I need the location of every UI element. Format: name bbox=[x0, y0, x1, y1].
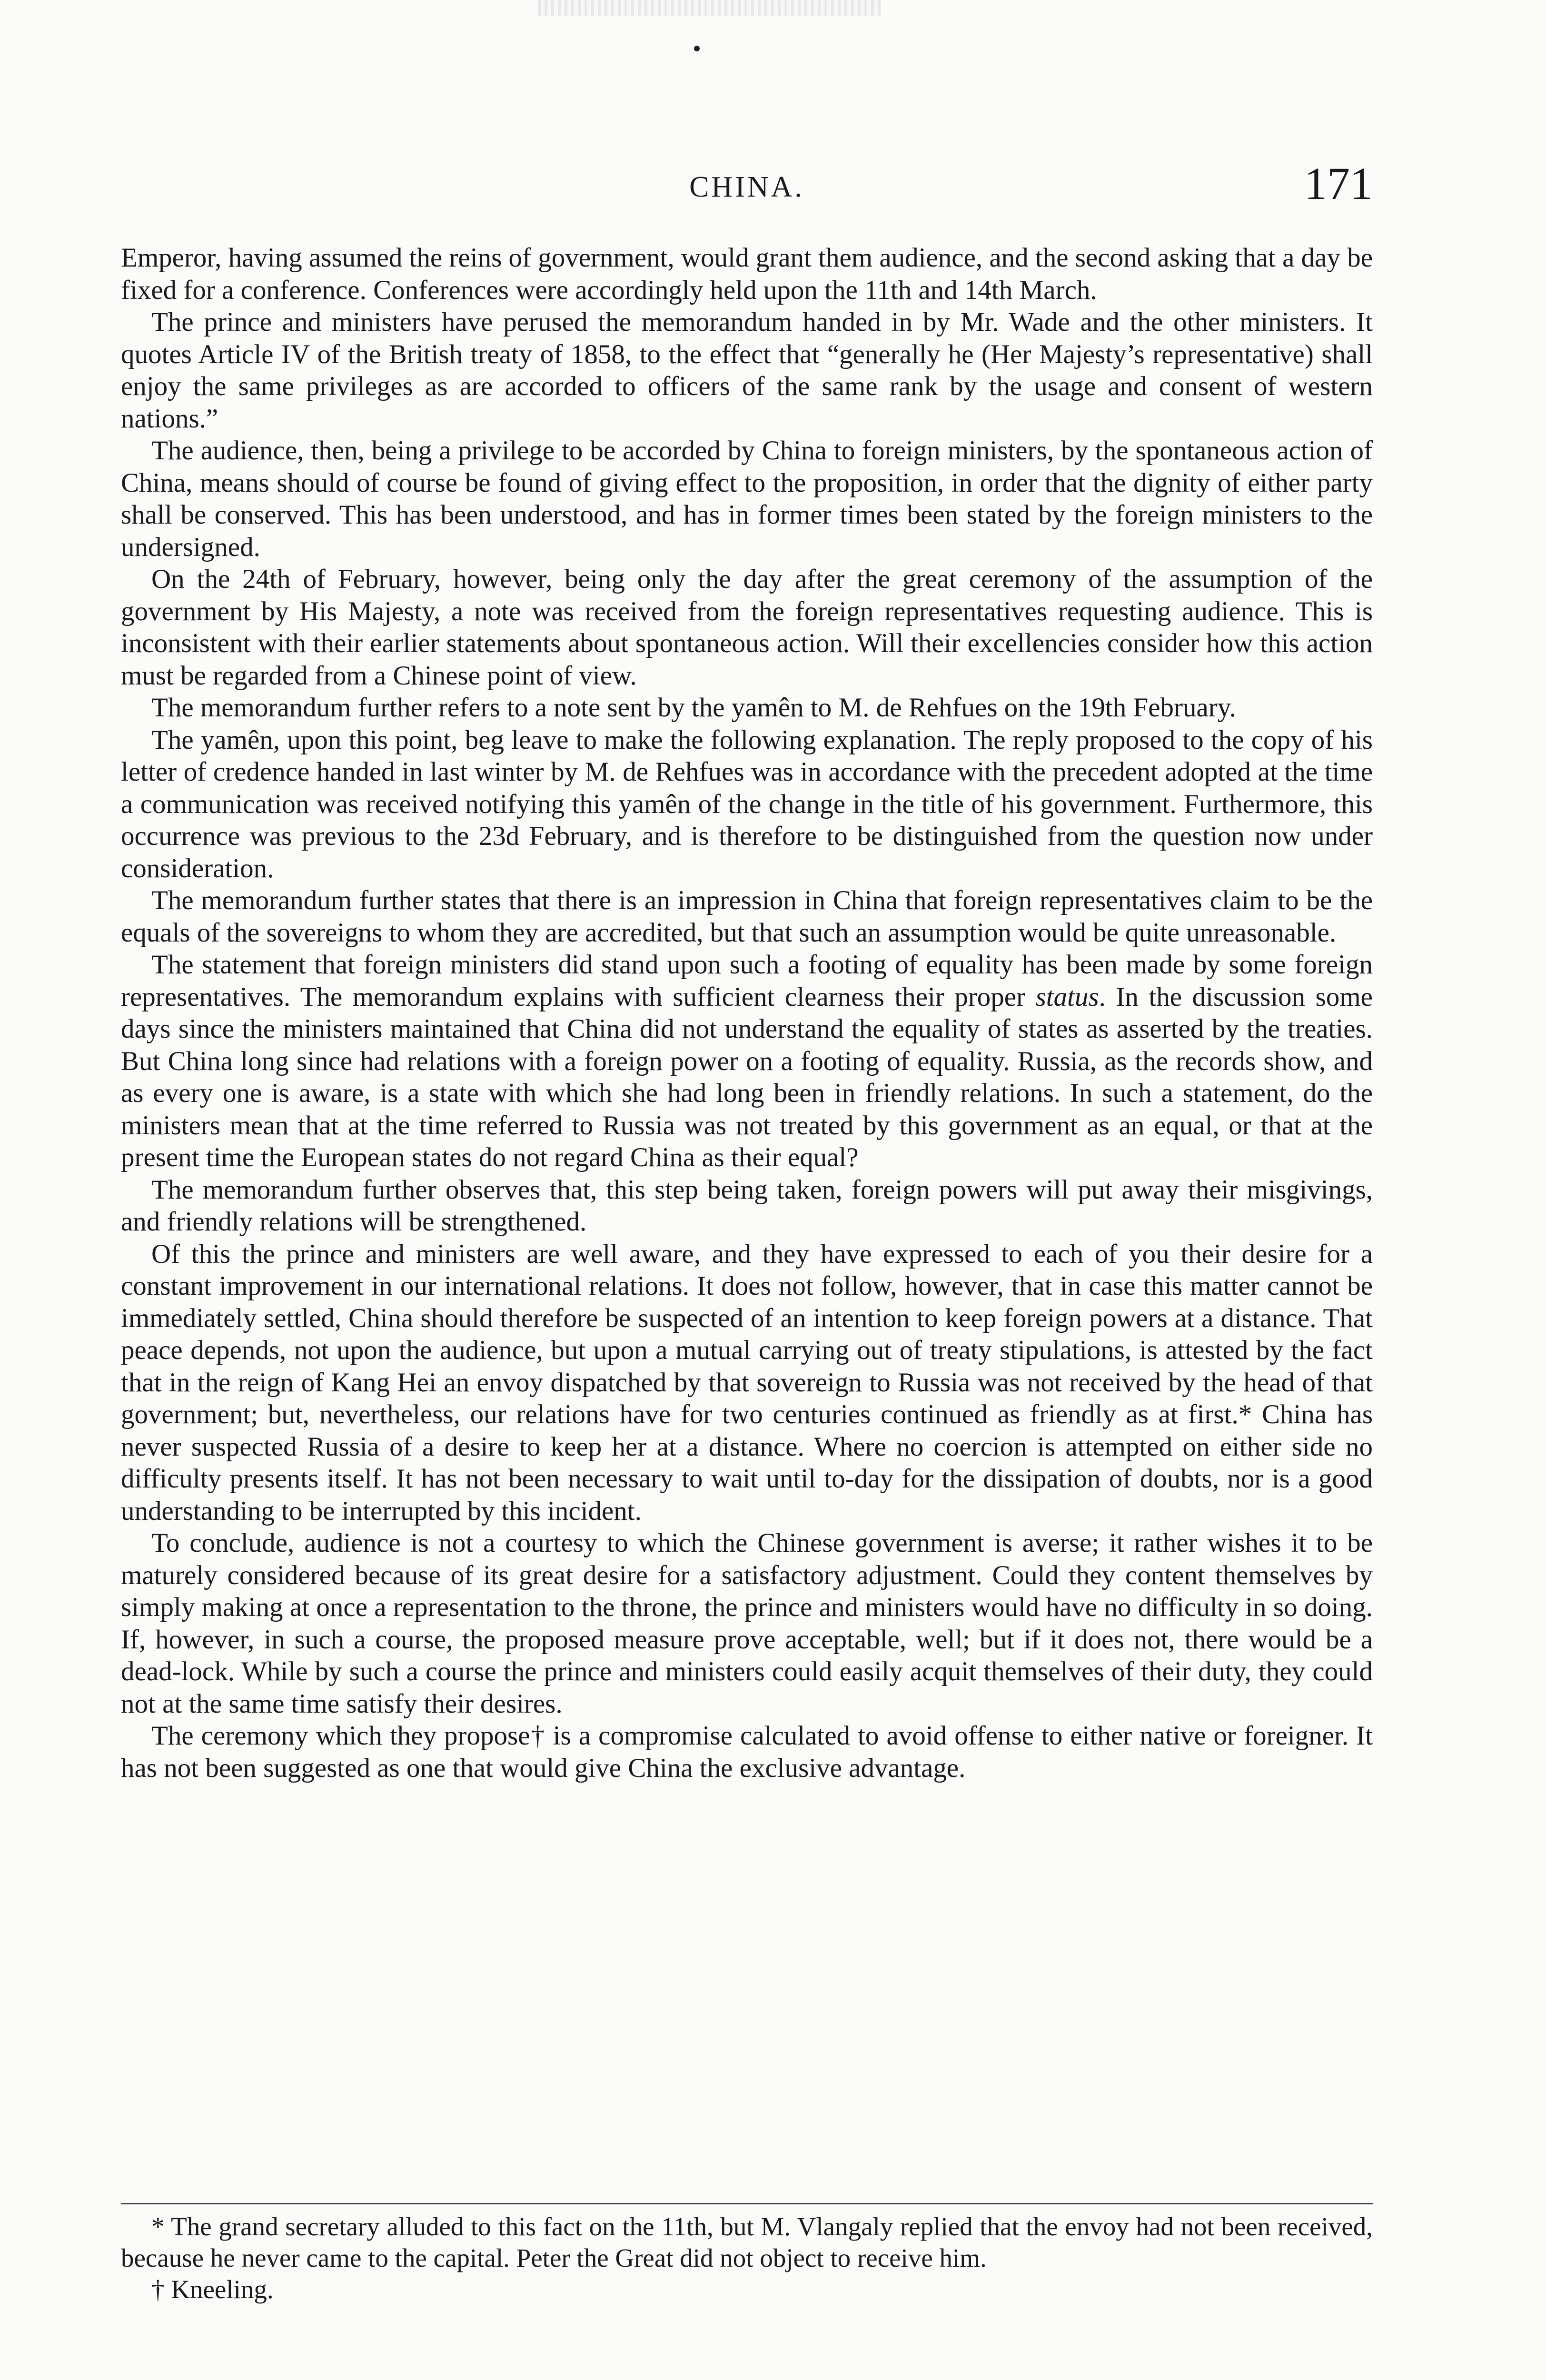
paragraph: Of this the prince and ministers are well aware, and they have expressed to each of you their desire for a constant improvement in our international relations. It does not follow, however, that in case this matter cannot be immediately settled, China should therefore be suspected of an intention to keep foreign powers at a distance. That peace depends, not upon the audience, but upon a mutual carrying out of treaty stipulations, is attested by the fact that in the reign of Kang Hei an envoy dispatched by that sovereign to Russia was not received by the head of that government; but, nevertheless, our relations have for two centuries continued as friendly as at first.* China has never suspected Russia of a desire to keep her at a distance. Where no coercion is attempted on either side no difficulty presents itself. It has not been necessary to wait until to-day for the dissipation of doubts, nor is a good understanding to be interrupted by this incident. bbox=[121, 1239, 1373, 1526]
paragraph: The yamên, upon this point, beg leave to make the following explanation. The reply proposed to the copy of his letter of credence handed in last winter by M. de Rehfues was in accordance with the precedent adopted at the time a communication was received notifying this yamên of the change in the title of his government. Furthermore, this occurrence was previous to the 23d February, and is therefore to be distinguished from the question now under consideration. bbox=[121, 724, 1373, 883]
paragraph: The ceremony which they propose† is a compromise calculated to avoid offense to either native or foreigner. It has not been suggested as one that would give China the exclusive advantage. bbox=[121, 1721, 1373, 1783]
scan-artifact bbox=[538, 0, 881, 16]
footnote: * The grand secretary alluded to this fact on the 11th, but M. Vlangaly replied that the envoy had not been received, because he never came to the capital. Peter the Great did not object to receive him. bbox=[121, 2212, 1373, 2272]
paragraph: To conclude, audience is not a courtesy to which the Chinese government is averse; it rather wishes it to be maturely considered because of its great desire for a satisfactory adjustment. Could they content themselves by simply making at once a representation to the throne, the prince and ministers would have no difficulty in so doing. If, however, in such a course, the proposed measure prove acceptable, well; but if it does not, there would be a dead-lock. While by such a course the prince and ministers could easily acquit themselves of their duty, they could not at the same time satisfy their desires. bbox=[121, 1528, 1373, 1719]
page-number: 171 bbox=[1304, 158, 1373, 209]
page-header bbox=[121, 157, 1373, 209]
paragraph: The audience, then, being a privilege to be accorded by China to foreign ministers, by the spontaneous action of China, means should of course be found of giving effect to the proposition, in order that the dignity of either party shall be conserved. This has been understood, and has in former times been stated by the foreign ministers to the undersigned. bbox=[121, 436, 1373, 562]
paragraph-text: . In the discussion some days since the ministers maintained that China did not understand the equality of states as asserted by the treaties. But China long since had relations with a foreign power on a footing of equality. Russia, as the records show, and as every one is aware, is a state with which she had long been in friendly relations. In such a statement, do the ministers mean that at the time referred to Russia was not treated by this government as an equal, or that at the present time the European states do not regard China as their equal? bbox=[121, 982, 1373, 1172]
footnote: † Kneeling. bbox=[151, 2275, 274, 2304]
body-text bbox=[121, 242, 1373, 1784]
paragraph: The memorandum further states that there is an impression in China that foreign representatives claim to be the equals of the sovereigns to whom they are accredited, but that such an assumption would be quite unreasonable. bbox=[121, 885, 1373, 948]
paragraph: The memorandum further observes that, this step being taken, foreign powers will put away their misgivings, and friendly relations will be strengthened. bbox=[121, 1174, 1373, 1237]
footnote-rule bbox=[121, 2203, 1373, 2204]
running-head: CHINA. bbox=[689, 171, 804, 203]
paragraph-continued: Emperor, having assumed the reins of government, would grant them audience, and the second asking that a day be fixed for a conference. Conferences were accordingly held upon the 11th and 14th March. bbox=[121, 243, 1373, 305]
scan-dot bbox=[694, 46, 700, 51]
paragraph: On the 24th of February, however, being only the day after the great ceremony of the assumption of the government by His Majesty, a note was received from the foreign representatives requesting audience. This is inconsistent with their earlier statements about spontaneous action. Will their excellencies consider how this action must be regarded from a Chinese point of view. bbox=[121, 564, 1373, 691]
paragraph-status bbox=[121, 949, 1373, 1174]
paragraph: The prince and ministers have perused the memorandum handed in by Mr. Wade and the other ministers. It quotes Article IV of the British treaty of 1858, to the effect that “generally he (Her Majesty’s representative) shall enjoy the same privileges as are accorded to officers of the same rank by the usage and consent of western nations.” bbox=[121, 307, 1373, 434]
footnotes bbox=[121, 2211, 1373, 2305]
italic-word: status bbox=[1035, 982, 1099, 1012]
paragraph: The memorandum further refers to a note sent by the yamên to M. de Rehfues on the 19th February. bbox=[151, 693, 1236, 723]
paragraph-text: The statement that foreign ministers did stand upon such a footing of equality has been made by some foreign representatives. The memorandum explains with sufficient clearness their proper bbox=[121, 950, 1373, 1012]
